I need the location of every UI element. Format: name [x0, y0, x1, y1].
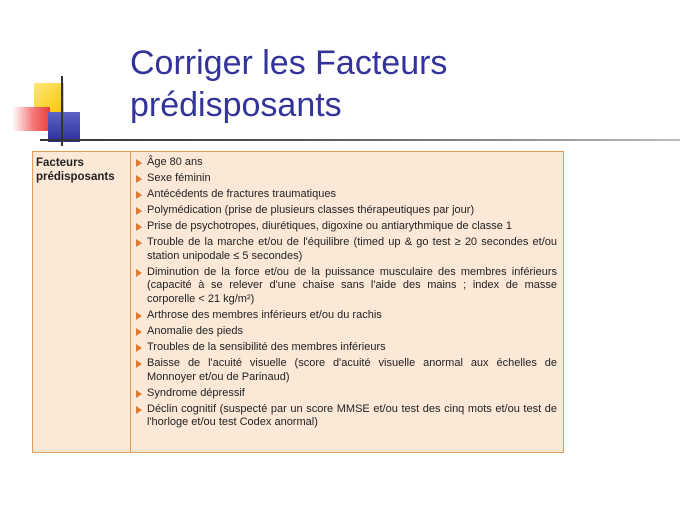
slide-title [130, 42, 650, 126]
table-header-line2: prédisposants [36, 171, 115, 183]
bullet-arrow-icon [136, 390, 142, 398]
list-item [134, 357, 557, 384]
list-item [134, 156, 557, 169]
bullet-arrow-icon [136, 239, 142, 247]
list-item [134, 172, 557, 185]
bullet-arrow-icon [136, 328, 142, 336]
logo-blue-square [48, 112, 80, 142]
list-item-text: Baisse de l'acuité visuelle (score d'acuité visuelle anormal aux échelles de Monnoyer et/ou de Parinaud) [147, 357, 557, 383]
list-item [134, 341, 557, 354]
bullet-arrow-icon [136, 159, 142, 167]
bullet-arrow-icon [136, 191, 142, 199]
title-underline [40, 139, 680, 141]
bullet-arrow-icon [136, 344, 142, 352]
bullet-arrow-icon [136, 269, 142, 277]
list-item [134, 387, 557, 400]
logo-vertical-line [61, 76, 63, 146]
slide-title-line1: Corriger les Facteurs [130, 44, 448, 82]
list-item-text: Troubles de la sensibilité des membres inférieurs [147, 341, 386, 354]
list-item-text: Arthrose des membres inférieurs et/ou du rachis [147, 308, 382, 321]
risk-factor-table [32, 151, 564, 453]
list-item-text: Trouble de la marche et/ou de l'équilibre (timed up & go test ≥ 20 secondes et/ou station unipodale ≤ 5 secondes) [147, 236, 557, 262]
list-item-text: Sexe féminin [147, 172, 211, 185]
table-items-list [131, 152, 563, 452]
slide-title-line2: prédisposants [130, 86, 342, 124]
bullet-arrow-icon [136, 207, 142, 215]
bullet-arrow-icon [136, 406, 142, 414]
bullet-arrow-icon [136, 312, 142, 320]
list-item-text: Prise de psychotropes, diurétiques, digoxine ou antiarythmique de classe 1 [147, 220, 513, 233]
list-item-text: Polymédication (prise de plusieurs classes thérapeutiques par jour) [147, 204, 475, 217]
list-item-text: Syndrome dépressif [147, 386, 245, 399]
bullet-arrow-icon [136, 360, 142, 368]
list-item [134, 220, 557, 233]
list-item-text: Anomalie des pieds [147, 324, 244, 337]
logo-red-bar [12, 107, 50, 131]
table-header-line1: Facteurs [36, 157, 84, 169]
list-item [134, 266, 557, 306]
list-item-text: Déclin cognitif (suspecté par un score MMSE et/ou test des cinq mots et/ou test de l'horloge et/ou test Codex anormal) [147, 402, 557, 429]
list-item [134, 188, 557, 201]
list-item-text: Diminution de la force et/ou de la puissance musculaire des membres inférieurs (capacité à se relever d'une chaise sans l'aide des mains ; index de masse corporelle < 21 kg/m²) [147, 265, 557, 305]
list-item [134, 309, 557, 322]
list-item [134, 325, 557, 338]
list-item [134, 236, 557, 263]
list-item-text: Âge 80 ans [147, 156, 203, 168]
table-header-cell [33, 152, 131, 452]
bullet-arrow-icon [136, 175, 142, 183]
list-item [134, 403, 557, 430]
bullet-arrow-icon [136, 223, 142, 231]
list-item-text: Antécédents de fractures traumatiques [147, 188, 336, 201]
list-item [134, 204, 557, 217]
